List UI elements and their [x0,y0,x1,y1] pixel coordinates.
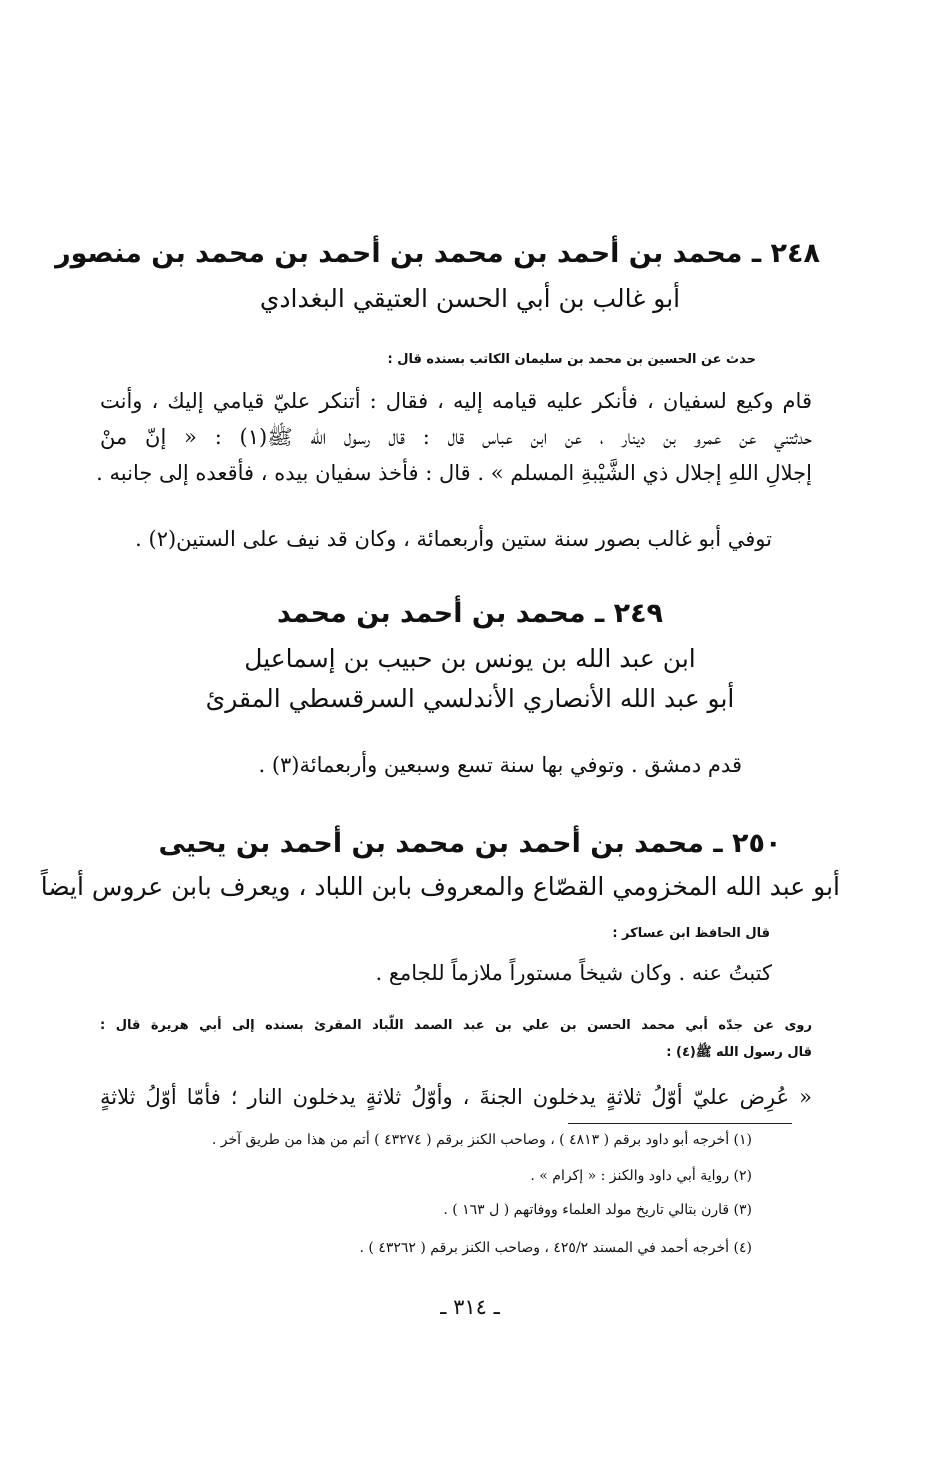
entry-250-narration-line: قال رسول الله ﷺ(٤) : [666,1045,812,1060]
entry-248-paragraph-line: حدثتني عن عمرو بن دينار ، عن ابن عباس قال : قال رسول الله ﷺ(١) : « إنّ منْ [100,425,812,449]
entry-249-subtitle-line: أبو عبد الله الأنصاري الأندلسي السرقسطي المقرئ [205,684,735,713]
entry-250-intro: قال الحافظ ابن عساكر : [612,926,770,941]
entry-250-subtitle: أبو عبد الله المخزومي القصّاع والمعروف بابن اللباد ، ويعرف بابن عروس أيضاً [40,872,840,901]
entry-249-death-note: قدم دمشق . وتوفي بها سنة تسع وسبعين وأربعمائة(٣) . [258,753,742,777]
entry-250-hadith-line: « عُرِض عليّ أوّلُ ثلاثةٍ يدخلون الجنةَ ، وأوّلُ ثلاثةٍ يدخلون النار ؛ فأمّا أوّلُ ثلاثةٍ [100,1085,812,1109]
footnote: (٣) قارن بتالي تاريخ مولد العلماء ووفاتهم ( ل ١٦٣ ) . [443,1202,752,1218]
entry-248-paragraph-line: إجلالِ اللهِ إجلال ذي الشَّيْبةِ المسلم » . قال : فأخذ سفيان بيده ، فأقعده إلى جانبه . [96,461,812,485]
entry-249-subtitle-line: ابن عبد الله بن يونس بن حبيب بن إسماعيل [244,644,696,673]
entry-250-quote: كتبتُ عنه . وكان شيخاً مستوراً ملازماً للجامع . [375,961,772,985]
footnote-separator [568,1123,792,1124]
entry-248-paragraph-line: قام وكيع لسفيان ، فأنكر عليه قيامه إليه ، فقال : أتنكر عليّ قيامي إليك ، وأنت [100,389,812,413]
footnote: (٢) رواية أبي داود والكنز : « إكرام » . [530,1168,752,1184]
entry-248-intro: حدث عن الحسين بن محمد بن سليمان الكاتب بسنده قال : [387,352,756,367]
footnote: (١) أخرجه أبو داود برقم ( ٤٨١٣ ) ، وصاحب الكنز برقم ( ٤٣٢٧٤ ) أتم من هذا من طريق آخر . [211,1132,752,1148]
page-number: ـ ٣١٤ ـ [440,1295,500,1319]
entry-250-heading: ٢٥٠ ـ محمد بن أحمد بن محمد بن أحمد بن يحيى [158,828,782,859]
entry-250-narration-line: روى عن جدّه أبي محمد الحسن بن علي بن عبد الصمد اللّباد المقرئ بسنده إلى أبي هريرة قال : [100,1018,812,1033]
entry-248-heading: ٢٤٨ ـ محمد بن أحمد بن محمد بن أحمد بن محمد بن منصور [55,238,820,269]
footnote: (٤) أخرجه أحمد في المسند ٤٢٥/٢ ، وصاحب الكنز برقم ( ٤٣٢٦٢ ) . [359,1240,752,1256]
entry-248-subtitle: أبو غالب بن أبي الحسن العتيقي البغدادي [259,284,681,313]
entry-249-heading: ٢٤٩ ـ محمد بن أحمد بن محمد [276,598,664,629]
entry-248-death-note: توفي أبو غالب بصور سنة ستين وأربعمائة ، وكان قد نيف على الستين(٢) . [135,527,772,551]
